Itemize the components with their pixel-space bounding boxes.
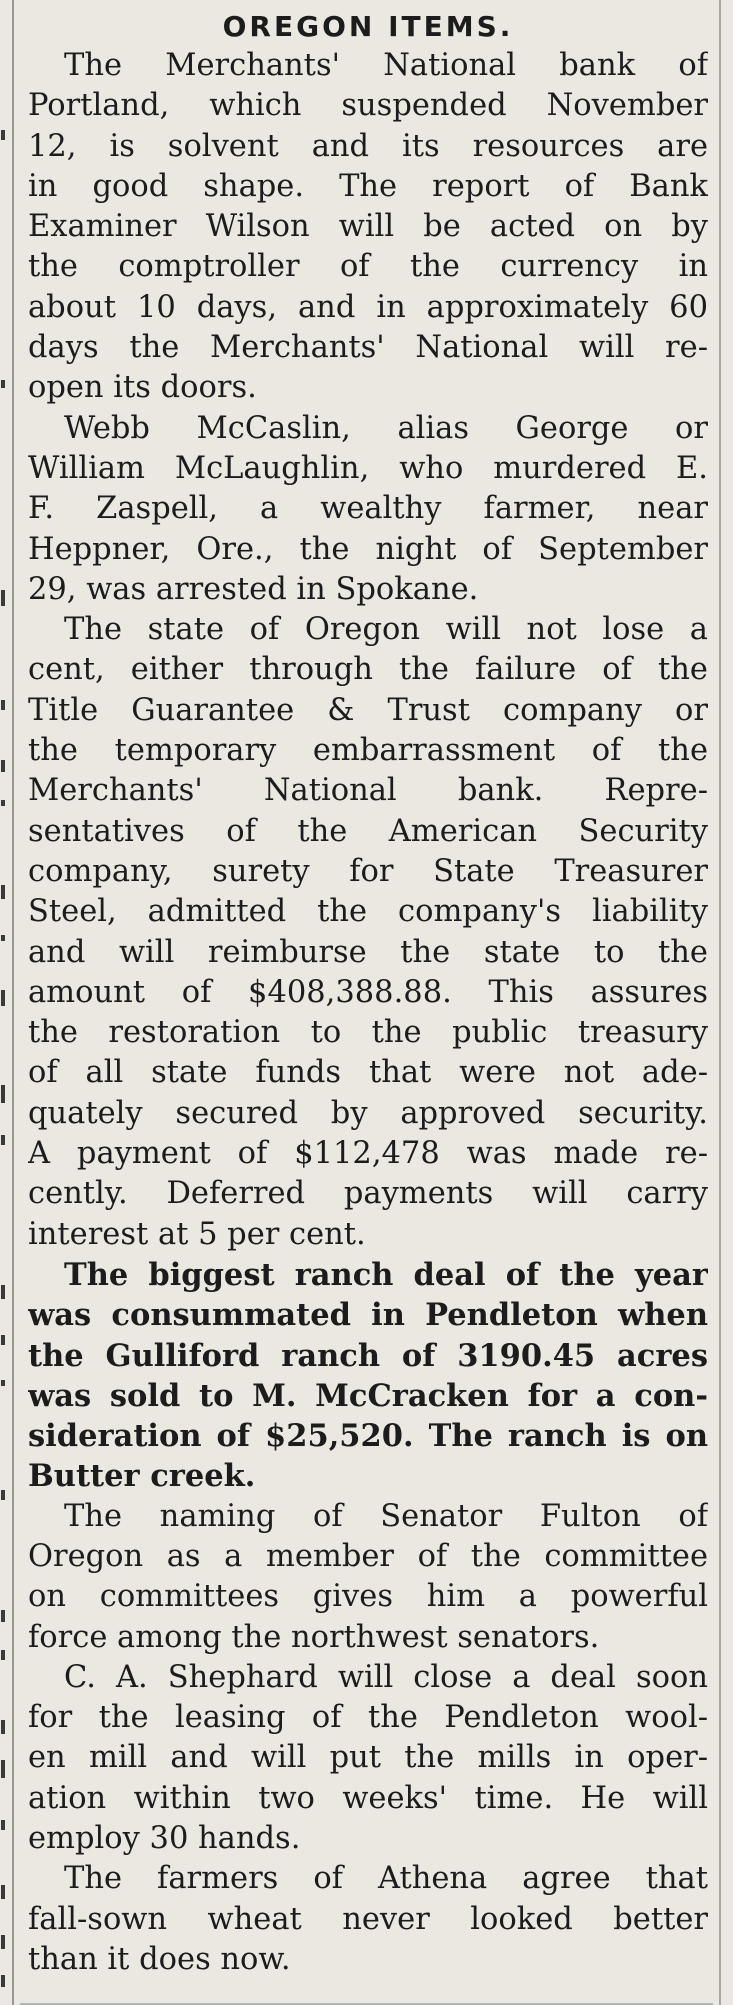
text-line: about 10 days, and in approximately 60	[28, 289, 708, 325]
text-line: sentatives of the American Security	[28, 813, 708, 849]
text-line: and will reimburse the state to the	[28, 934, 708, 970]
right-column-rule	[719, 0, 721, 2005]
text-line: 12, is solvent and its resources are	[28, 128, 708, 164]
text-line: cently. Deferred payments will carry	[28, 1176, 708, 1212]
text-line: than it does now.	[28, 1941, 291, 1977]
text-line: The Merchants' National bank of	[64, 48, 708, 83]
text-line: open its doors.	[28, 370, 257, 406]
text-line: Merchants' National bank. Repre-	[28, 773, 708, 809]
text-line: The state of Oregon will not lose a	[64, 612, 708, 648]
text-line: The farmers of Athena agree that	[64, 1861, 708, 1897]
article-headline: OREGON ITEMS.	[222, 10, 514, 43]
article-paragraph	[28, 1255, 708, 1497]
text-line: A payment of $112,478 was made re-	[28, 1136, 708, 1172]
text-line: on committees gives him a powerful	[28, 1579, 708, 1615]
text-line: the temporary embarrassment of the	[28, 733, 708, 769]
text-line: of all state funds that were not ade-	[28, 1055, 708, 1091]
text-line: Steel, admitted the company's liability	[28, 894, 708, 930]
text-line: employ 30 hands.	[28, 1821, 301, 1857]
text-line: William McLaughlin, who murdered E.	[28, 450, 708, 486]
text-line: The naming of Senator Fulton of	[64, 1498, 708, 1534]
text-line: for the leasing of the Pendleton wool-	[28, 1700, 708, 1736]
article-paragraph	[28, 1658, 708, 1859]
article-paragraph	[28, 1497, 708, 1658]
text-line: sideration of $25,520. The ranch is on	[28, 1418, 708, 1455]
article-body	[28, 46, 708, 1980]
text-line: the Gulliford ranch of 3190.45 acres	[28, 1337, 708, 1374]
text-line: Examiner Wilson will be acted on by	[28, 209, 708, 245]
text-line: Butter creek.	[28, 1458, 256, 1495]
article-paragraph	[28, 1859, 708, 1980]
text-line: days the Merchants' National will re-	[28, 330, 708, 366]
text-line: F. Zaspell, a wealthy farmer, near	[28, 491, 708, 527]
text-line: Title Guarantee & Trust company or	[28, 692, 708, 728]
text-line: C. A. Shephard will close a deal soon	[64, 1659, 708, 1695]
left-gutter-marks	[0, 0, 10, 2005]
text-line: in good shape. The report of Bank	[28, 168, 708, 204]
text-line: force among the northwest senators.	[28, 1619, 600, 1655]
article-column	[28, 8, 708, 1980]
left-column-rule	[12, 0, 14, 2005]
text-line: The biggest ranch deal of the year	[64, 1256, 708, 1293]
text-line: cent, either through the failure of the	[28, 652, 708, 688]
text-line: Portland, which suspended November	[28, 88, 708, 124]
text-line: Heppner, Ore., the night of September	[28, 531, 708, 567]
text-line: Webb McCaslin, alias George or	[64, 410, 708, 446]
article-paragraph	[28, 610, 708, 1255]
text-line: fall-sown wheat never looked better	[28, 1901, 708, 1937]
text-line: en mill and will put the mills in oper-	[28, 1740, 708, 1776]
article-paragraph	[28, 409, 708, 610]
text-line: quately secured by approved security.	[28, 1095, 708, 1131]
text-line: ation within two weeks' time. He will	[28, 1780, 708, 1816]
text-line: was sold to M. McCracken for a con-	[28, 1377, 708, 1414]
text-line: company, surety for State Treasurer	[28, 853, 708, 889]
text-line: 29, was arrested in Spokane.	[28, 571, 479, 607]
text-line: the restoration to the public treasury	[28, 1015, 708, 1051]
text-line: amount of $408,388.88. This assures	[28, 974, 708, 1010]
article-paragraph	[28, 46, 708, 409]
text-line: Oregon as a member of the committee	[28, 1538, 708, 1574]
text-line: was consummated in Pendleton when	[28, 1297, 708, 1334]
text-line: interest at 5 per cent.	[28, 1216, 366, 1252]
text-line: the comptroller of the currency in	[28, 249, 708, 285]
